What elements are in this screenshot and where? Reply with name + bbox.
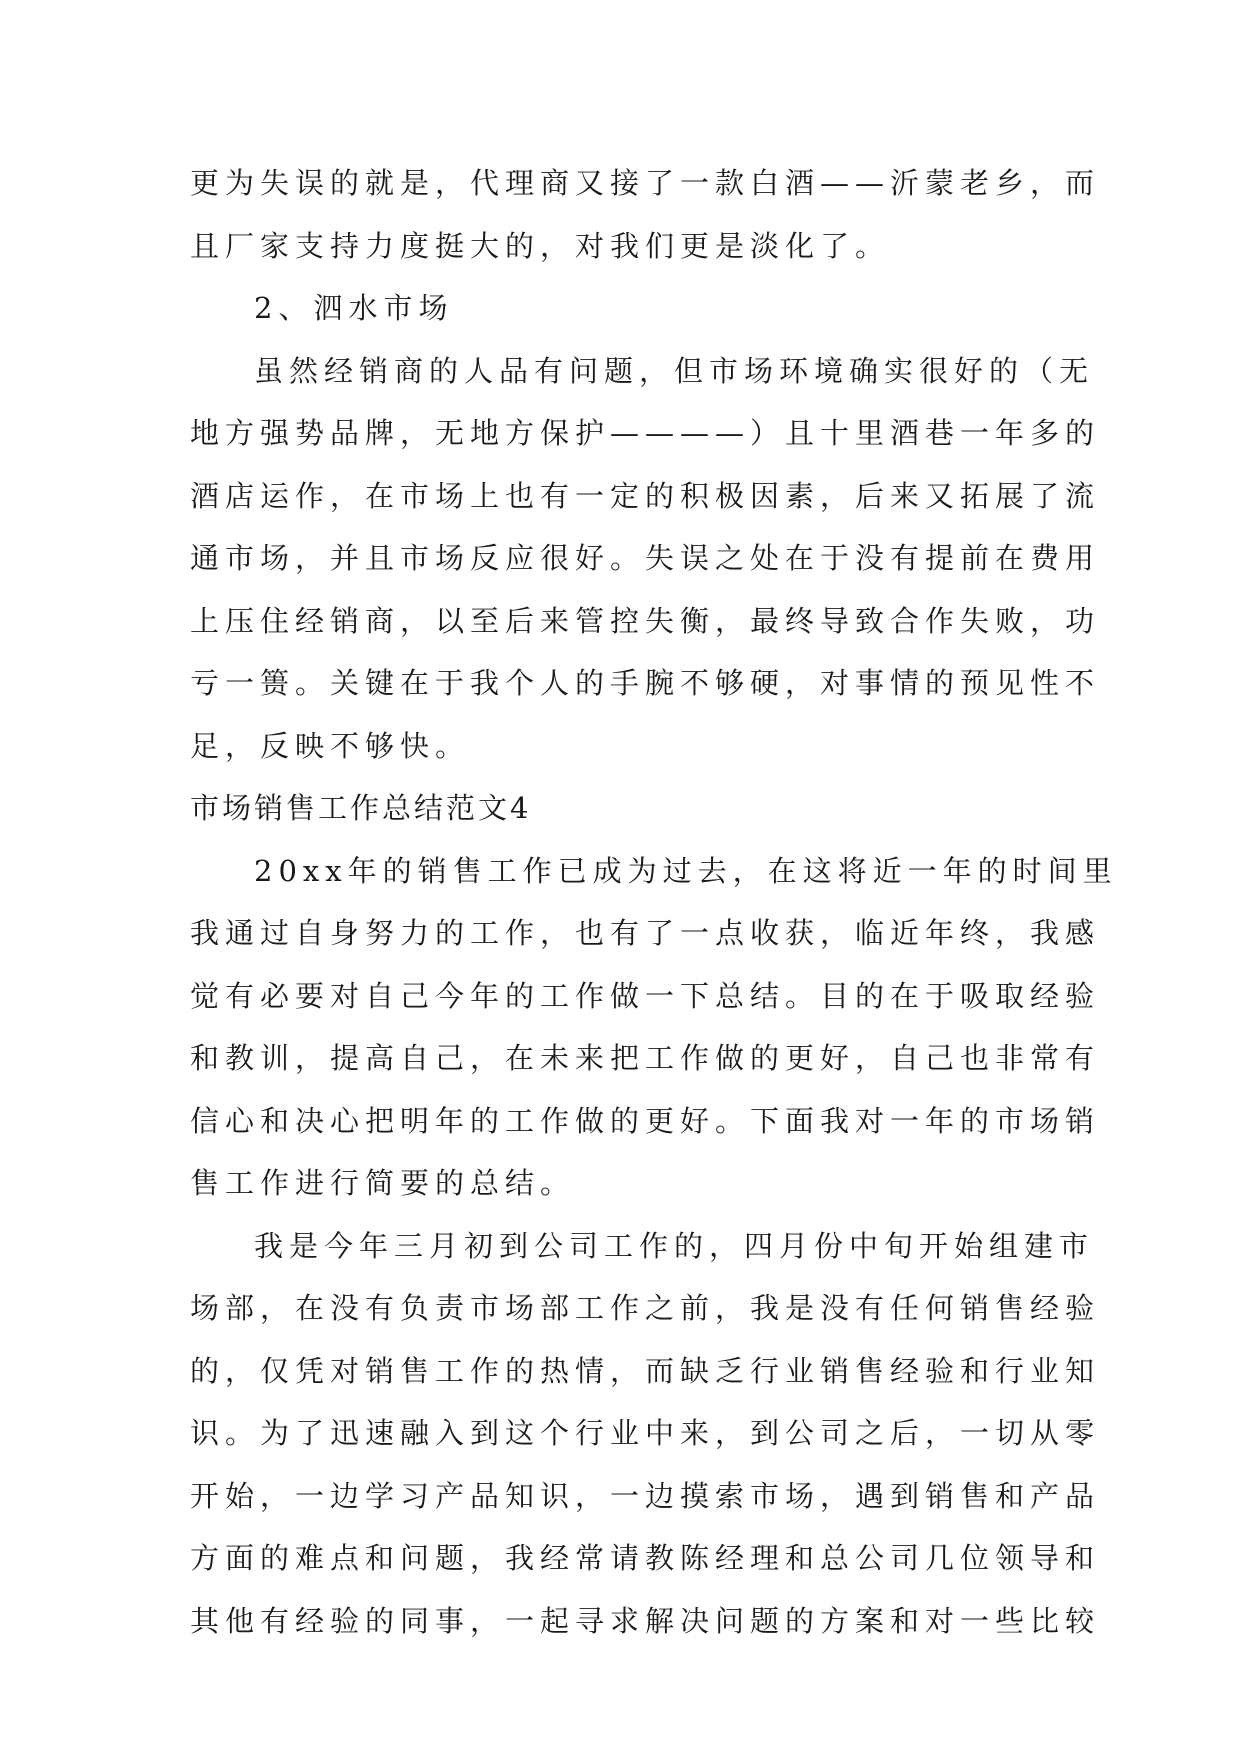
text-line: 20xx年的销售工作已成为过去，在这将近一年的时间里 xyxy=(254,853,1118,888)
text-line: 识。为了迅速融入到这个行业中来，到公司之后，一切从零 xyxy=(190,1416,1101,1450)
text-line: 通市场，并且市场反应很好。失误之处在于没有提前在费用 xyxy=(190,541,1101,575)
text-line: 2、泗水市场 xyxy=(254,291,454,325)
text-line: 方面的难点和问题，我经常请教陈经理和总公司几位领导和 xyxy=(190,1541,1101,1575)
text-line: 且厂家支持力度挺大的，对我们更是淡化了。 xyxy=(190,228,891,263)
text-line: 虽然经销商的人品有问题，但市场环境确实很好的（无 xyxy=(254,353,1095,388)
text-line: 售工作进行简要的总结。 xyxy=(190,1166,576,1200)
text-line: 足，反映不够快。 xyxy=(190,728,471,763)
text-line: 场部，在没有负责市场部工作之前，我是没有任何销售经验 xyxy=(190,1291,1101,1325)
text-line: 信心和决心把明年的工作做的更好。下面我对一年的市场销 xyxy=(190,1103,1101,1138)
document-body xyxy=(190,152,1118,1652)
text-line: 觉有必要对自己今年的工作做一下总结。目的在于吸取经验 xyxy=(190,978,1101,1013)
text-line: 亏一篑。关键在于我个人的手腕不够硬，对事情的预见性不 xyxy=(190,666,1101,700)
text-line: 上压住经销商，以至后来管控失衡，最终导致合作失败，功 xyxy=(190,603,1101,638)
section-heading: 市场销售工作总结范文4 xyxy=(190,791,532,825)
text-line: 我通过自身努力的工作，也有了一点收获，临近年终，我感 xyxy=(190,916,1101,950)
text-line: 酒店运作，在市场上也有一定的积极因素，后来又拓展了流 xyxy=(190,478,1101,513)
text-line: 开始，一边学习产品知识，一边摸索市场，遇到销售和产品 xyxy=(190,1478,1101,1513)
text-line: 更为失误的就是，代理商又接了一款白酒——沂蒙老乡，而 xyxy=(190,166,1101,200)
text-line: 的，仅凭对销售工作的热情，而缺乏行业销售经验和行业知 xyxy=(190,1353,1101,1388)
text-line: 和教训，提高自己，在未来把工作做的更好，自己也非常有 xyxy=(190,1041,1101,1075)
text-line: 我是今年三月初到公司工作的，四月份中旬开始组建市 xyxy=(254,1228,1095,1263)
text-line: 地方强势品牌，无地方保护————）且十里酒巷一年多的 xyxy=(190,416,1101,450)
text-line: 其他有经验的同事，一起寻求解决问题的方案和对一些比较 xyxy=(190,1603,1101,1638)
